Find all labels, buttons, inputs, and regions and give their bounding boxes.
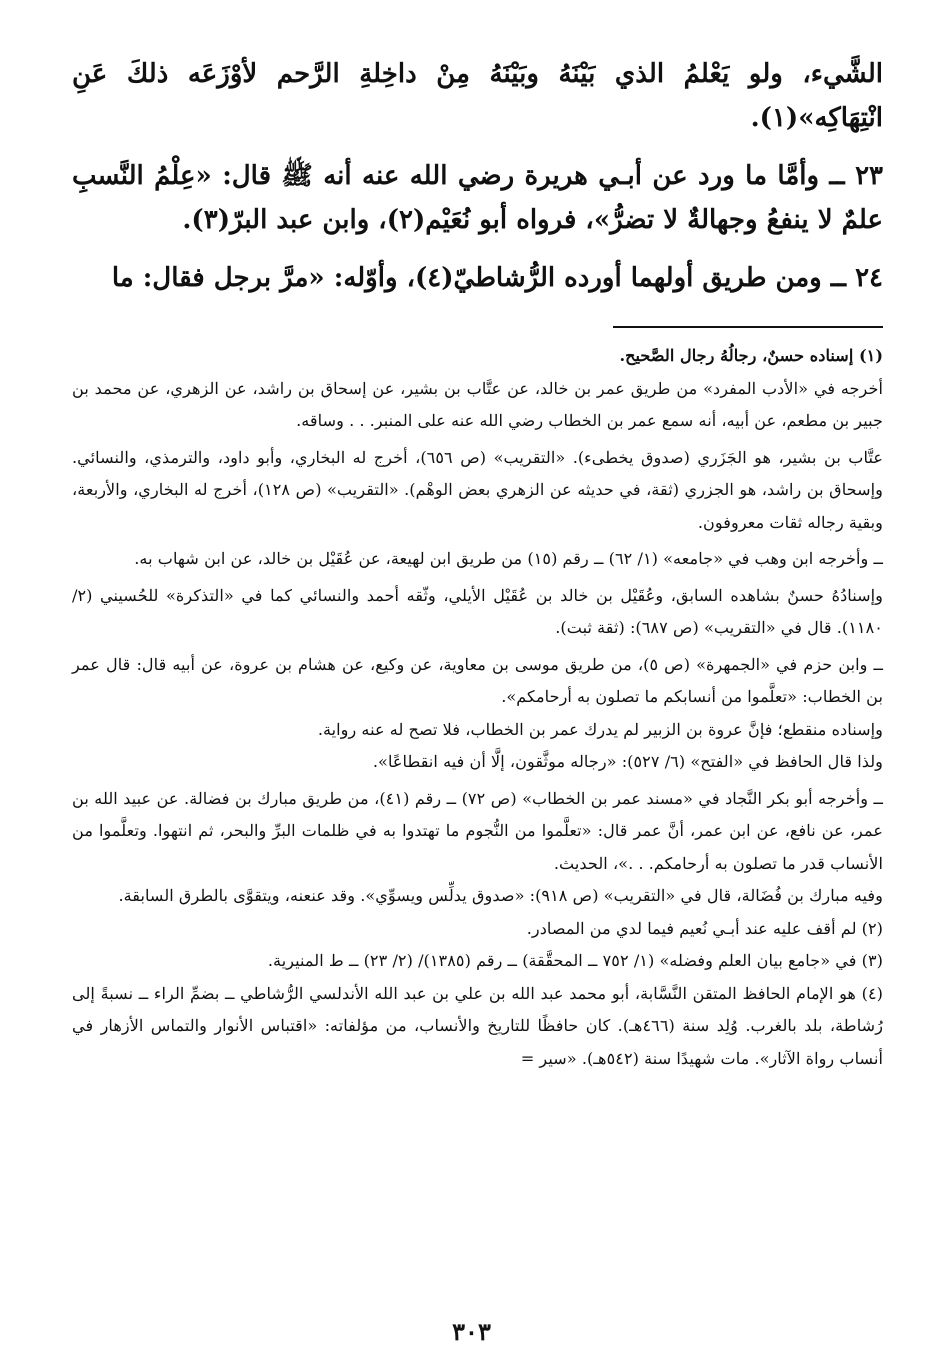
footnote-1-para-5: ــ وابن حزم في «الجمهرة» (ص ٥)، من طريق موسى بن معاوية، عن وكيع، عن هشام بن عروة، عن أبيه قال: قال عمر بن الخطاب: «تعلَّموا من أنسابكم ما تصلون به أرحامكم». [72, 654, 883, 706]
footnote-1-para-6: وإسناده منقطع؛ فإنَّ عروة بن الزبير لم يدرك عمر بن الخطاب، فلا تصح له عنه رواية. [317, 719, 883, 739]
footnote-separator [72, 326, 883, 328]
footnote-1-para-2: عتَّاب بن بشير، هو الجَزَري (صدوق يخطىء). «التقريب» (ص ٦٥٦)، أخرج له البخاري، وأبو داود، والترمذي، والنسائي. وإسحاق بن راشد، هو الجزري (ثقة، في حديثه عن الزهري بعض الوهْم). «التقريب» (ص ١٢٨)، أخرج له البخاري، والأربعة، وبقية رجاله ثقات معروفون. [72, 447, 884, 532]
footnote-2: (٢) لم أقف عليه عند أبـي نُعيم فيما لدي من المصادر. [526, 918, 883, 938]
page-number: ٣٠٣ [452, 1317, 491, 1346]
footnote-1-para-9: وفيه مبارك بن فُضَالة، قال في «التقريب» (ص ٩١٨): «صدوق يدلِّس ويسوِّي». وقد عنعنه، ويتقوَّى بالطرق السابقة. [118, 886, 883, 905]
footnote-3: (٣) في «جامع بيان العلم وفضله» (١/ ٧٥٢ ــ المحقَّقة) ــ رقم (١٣٨٥)/ (٢/ ٢٣) ــ ط المنيرية. [267, 951, 883, 970]
main-text [72, 52, 883, 300]
footnote-4: (٤) هو الإمام الحافظ المتقن النَّسَّابة، أبو محمد عبد الله بن علي بن عبد الله الأندلسي الرُّشاطي ــ بضمِّ الراء ــ نسبةً إلى رُشاطة، بلد بالغرب. وُلِد سنة (٤٦٦هـ). كان حافظًا للتاريخ والأنساب، من مؤلفاته: «اقتباس الأنوار والتماس الأزهار في أنساب رواة الآثار». مات شهيدًا سنة (٥٤٢هـ). «سير = [72, 983, 884, 1068]
footnote-1-heading: (١) إسناده حسنٌ، رجالُهُ رجال الصَّحيح. [619, 346, 883, 365]
hadith-24-paragraph: ٢٤ ــ ومن طريق أولهما أورده الرُّشاطيّ(٤)، وأوّله: «مرَّ برجل فقال: ما [111, 263, 883, 293]
hadith-23-paragraph: ٢٣ ــ وأمَّا ما ورد عن أبـي هريرة رضي الله عنه أنه ﷺ قال: «عِلْمُ النَّسبِ علمٌ لا ينفعُ وجهالةٌ لا تضرُّ»، فرواه أبو نُعَيْم(٢)، وابن عبد البرّ(٣). [72, 161, 883, 235]
footnotes [72, 340, 883, 1075]
footnote-1-para-3: ــ وأخرجه ابن وهب في «جامعه» (١/ ٦٢) ــ رقم (١٥) من طريق ابن لهيعة، عن عُقَيْل بن خالد، عن ابن شهاب به. [134, 549, 883, 568]
footnote-rule [613, 326, 883, 328]
footnote-1-para-4: وإسنادُهُ حسنٌ بشاهده السابق، وعُقَيْل بن خالد بن عُقَيْل الأيلي، وثّقه أحمد والنسائي كما في «التذكرة» للحُسيني (٢/ ١١٨٠). قال في «التقريب» (ص ٦٨٧): (ثقة ثبت). [72, 585, 883, 637]
footnote-1-para-1: أخرجه في «الأدب المفرد» من طريق عمر بن خالد، عن عتَّاب بن بشير، عن إسحاق بن راشد، عن الزهري، عن محمد بن جبير بن مطعم، عن أبيه، أنه سمع عمر بن الخطاب رضي الله عنه على المنبر. . . وساقه. [72, 378, 883, 430]
footnote-1-para-8: ــ وأخرجه أبو بكر النَّجاد في «مسند عمر بن الخطاب» (ص ٧٢) ــ رقم (٤١)، من طريق مبارك بن فضالة. عن عبيد الله بن عمر، عن نافع، عن ابن عمر، أنَّ عمر قال: «تعلَّموا من النُّجوم ما تهتدوا به في ظلمات البرِّ والبحر، ثم انتهوا. وتعلَّموا من الأنساب قدر ما تصلون به أرحامكم. . .»، الحديث. [72, 788, 883, 873]
footnote-1-para-7: ولذا قال الحافظ في «الفتح» (٦/ ٥٢٧): «رجاله موثَّقون، إلَّا أن فيه انقطاعًا». [372, 752, 883, 771]
main-paragraph-1: الشَّيء، ولو يَعْلمُ الذي بَيْنَهُ وبَيْنَهُ مِنْ داخِلةِ الرَّحم لأوْزَعَه ذلكَ عَنِ انْتِهَاكِه»(١). [72, 59, 883, 133]
